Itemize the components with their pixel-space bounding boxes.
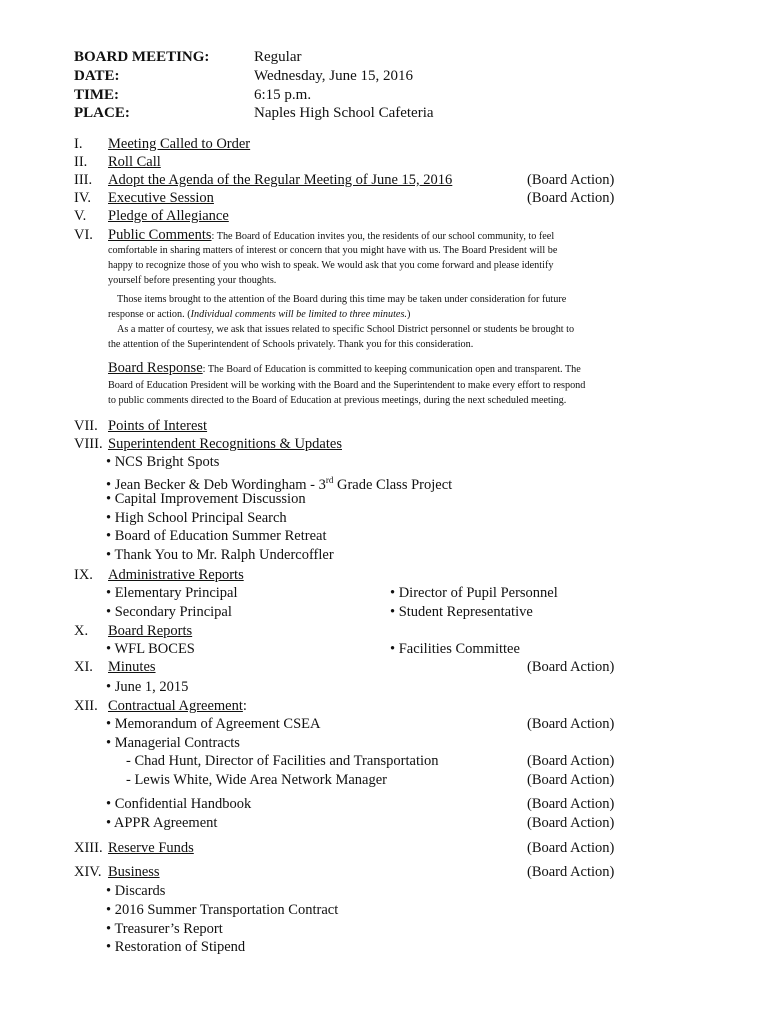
item-title: Contractual Agreement	[108, 698, 243, 714]
item-number: IV.	[74, 190, 92, 206]
item-number: III.	[74, 172, 93, 188]
board-action-label: (Board Action)	[527, 716, 615, 732]
public-comments-text: comfortable in sharing matters of interest or concern that you might have with us. The Board President will be	[108, 245, 558, 256]
public-comments-text: Those items brought to the attention of the Board during this time may be taken under consideration for future	[117, 294, 567, 305]
board-meeting-label: BOARD MEETING:	[74, 49, 210, 65]
item-title: Public Comments	[108, 227, 212, 243]
public-comments-text: the attention of the Superintendent of Schools privately. Thank you for this consideration.	[108, 339, 474, 350]
item-number: VIII.	[74, 436, 103, 452]
board-meeting-value: Regular	[254, 49, 302, 65]
board-response-title: Board Response	[108, 360, 203, 376]
board-action-label: (Board Action)	[527, 172, 615, 188]
item-title: Adopt the Agenda of the Regular Meeting of June 15, 2016	[108, 172, 453, 188]
item-number: XI.	[74, 659, 93, 675]
board-action-label: (Board Action)	[527, 190, 615, 206]
item-number: VI.	[74, 227, 93, 243]
item-number: XIV.	[74, 864, 102, 880]
board-action-label: (Board Action)	[527, 772, 615, 788]
item-number: XII.	[74, 698, 98, 714]
agenda-page: BOARD MEETING: Regular DATE: Wednesday, June 15, 2016 TIME: 6:15 p.m. PLACE: Naples High School Cafeteria I. Meeting Called to Order II. Roll Call III. Adopt the Agenda of the Regular Meeting of June 15, 2016 (Board Action) IV. Executive Session (Board Action) V. Pledge of Allegiance VI. Public Comments: The Board of Education invites you, the residents of our school community, to feel comfortable in sharing matters of interest or concern that you might have with us. The Board President will be happy to recognize those of you who wish to speak. We would ask that you come forward and please identify yourself before presenting your thoughts. Those items brought to the attention of the Board during this time may be taken under consideration for future response or action. (Individual comments will be limited to three minutes.) As a matter of courtesy, we ask that issues related to specific School District personnel or students be brought to the attention of the Superintendent of Schools privately. Thank you for this consideration. Board Response: The Board of Education is committed to keeping communication open and transparent. The Board of Education President will be working with the Board and the Superintendent to make every effort to respond to public comments directed to the Board of Education at previous meetings, during the next scheduled meeting. VII. Points of Interest VIII. Superintendent Recognitions & Updates • NCS Bright Spots • Jean Becker & Deb Wordingham - 3rd Grade Class Project • Capital Improvement Discussion • High School Principal Search • Board of Education Summer Retreat • Thank You to Mr. Ralph Undercoffler IX. Administrative Reports • Elementary Principal • Director of Pupil Personnel • Secondary Principal • Student Representative X. Board Reports • WFL BOCES • Facilities Committee XI. Minutes (Board Action) • June 1, 2015 XII. Contractual Agreement: • Memorandum of Agreement CSEA (Board Action) • Managerial Contracts - Chad Hunt, Director of Facilities and Transportation (Board Action) - Lewis White, Wide Area Network Manager (Board Action) • Confidential Handbook (Board Action) • APPR Agreement (Board Action) XIII. Reserve Funds (Board Action) XIV. Business (Board Action) • Discards • 2016 Summer Transportation Contract • Treasurer’s Report • Restoration of Stipend	[0, 0, 770, 1024]
public-comments-line-1: Public Comments: The Board of Education invites you, the residents of our school community, to feel	[108, 227, 555, 243]
board-action-label: (Board Action)	[527, 815, 615, 831]
public-comments-text: response or action. (Individual comments will be limited to three minutes.)	[108, 309, 411, 320]
item-title: Superintendent Recognitions & Updates	[108, 436, 342, 452]
public-comments-text: yourself before presenting your thoughts.	[108, 275, 277, 286]
public-comments-text: happy to recognize those of you who wish to speak. We would ask that you come forward and please identify	[108, 260, 554, 271]
place-label: PLACE:	[74, 105, 130, 121]
board-action-label: (Board Action)	[527, 864, 615, 880]
item-number: II.	[74, 154, 88, 170]
item-title: Minutes	[108, 659, 156, 675]
item-title: Business	[108, 864, 160, 880]
board-action-label: (Board Action)	[527, 753, 615, 769]
item-number: VII.	[74, 418, 98, 434]
item-title: Administrative Reports	[108, 567, 244, 583]
time-label: TIME:	[74, 87, 119, 103]
item-title: Board Reports	[108, 623, 193, 639]
board-response-text: to public comments directed to the Board of Education at previous meetings, during the next scheduled meeting.	[108, 395, 567, 406]
place-value: Naples High School Cafeteria	[254, 105, 434, 121]
item-title: Reserve Funds	[108, 840, 194, 856]
board-action-label: (Board Action)	[527, 840, 615, 856]
board-response-text: Board of Education President will be working with the Board and the Superintendent to make every effort to respond	[108, 380, 586, 391]
item-number: XIII.	[74, 840, 103, 856]
item-title: Executive Session	[108, 190, 214, 206]
public-comments-text: As a matter of courtesy, we ask that issues related to specific School District personnel or students be brought to	[117, 324, 575, 335]
item-number: IX.	[74, 567, 93, 583]
board-response-line-1: Board Response: The Board of Education is committed to keeping communication open and transparent. The	[108, 360, 581, 376]
board-action-label: (Board Action)	[527, 796, 615, 812]
item-title: Pledge of Allegiance	[108, 208, 229, 224]
item-title: Roll Call	[108, 154, 161, 170]
item-title: Meeting Called to Order	[108, 136, 251, 152]
time-value: 6:15 p.m.	[254, 87, 312, 103]
item-number: V.	[74, 208, 87, 224]
item-title: Points of Interest	[108, 418, 208, 434]
board-action-label: (Board Action)	[527, 659, 615, 675]
item-number: I.	[74, 136, 83, 152]
item-number: X.	[74, 623, 89, 639]
date-value: Wednesday, June 15, 2016	[254, 68, 414, 84]
date-label: DATE:	[74, 68, 120, 84]
